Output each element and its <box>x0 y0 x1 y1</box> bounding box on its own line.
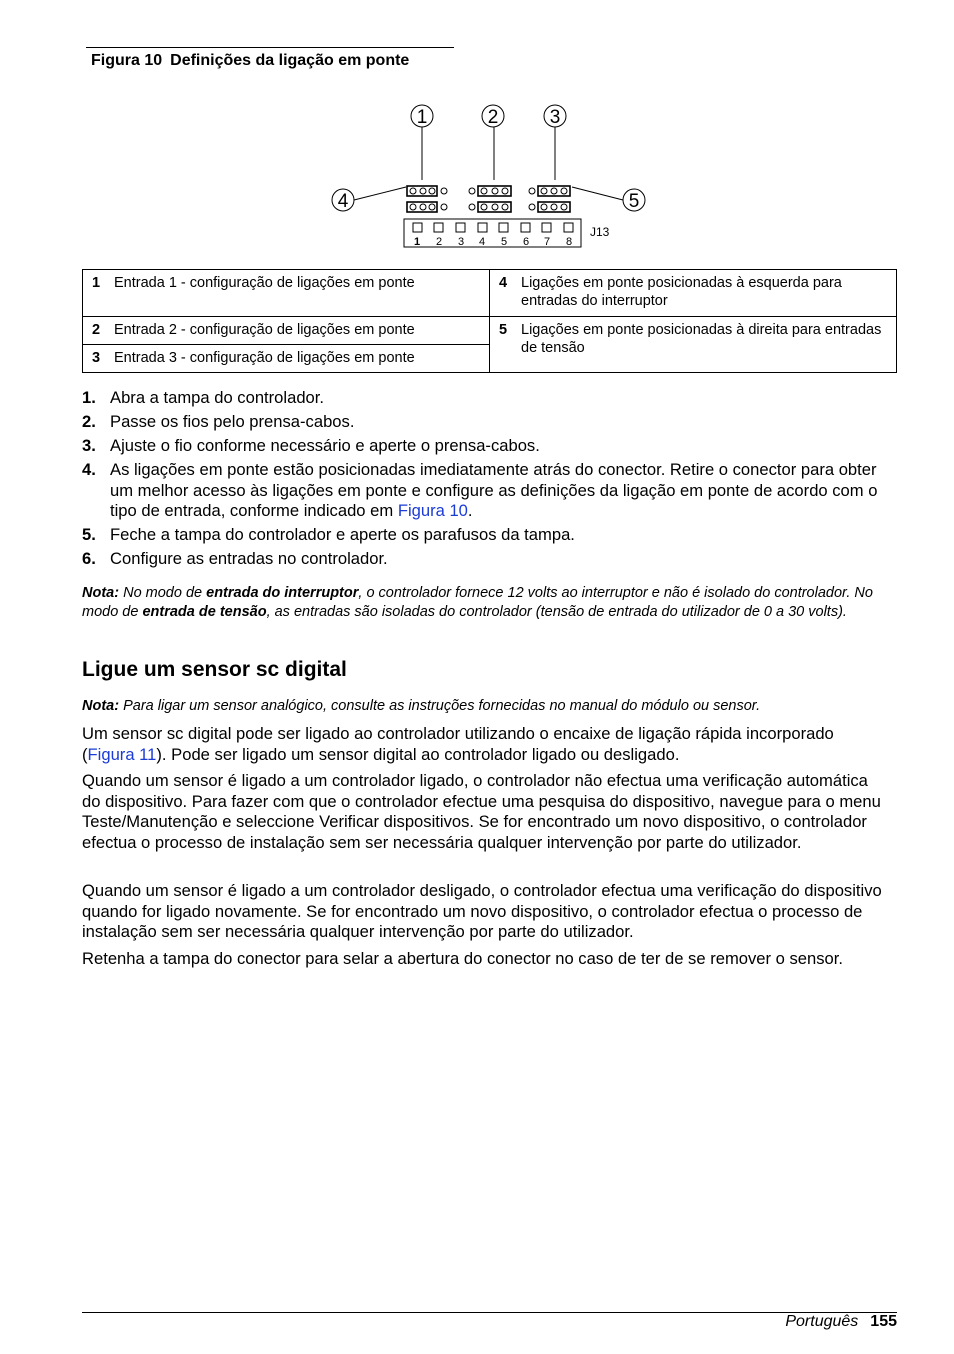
legend-text: Entrada 1 - configuração de ligações em ponte <box>114 275 415 291</box>
legend-number: 4 <box>499 275 508 291</box>
step-text: Passe os fios pelo prensa-cabos. <box>110 412 355 431</box>
footer-rule <box>82 1312 897 1313</box>
note-label: Nota: <box>82 698 120 714</box>
pin-3-label: 3 <box>457 236 465 248</box>
pin-5-label: 5 <box>500 236 508 248</box>
note-analog-sensor <box>82 697 882 716</box>
legend-cell <box>83 270 490 317</box>
figure-11-link[interactable]: Figura 11 <box>87 744 157 764</box>
connector-label: J13 <box>590 225 610 239</box>
paragraph <box>82 724 882 765</box>
step-text: Ajuste o fio conforme necessário e aperte o prensa-cabos. <box>110 436 540 455</box>
step-text: Configure as entradas no controlador. <box>110 549 388 568</box>
figure-top-rule <box>86 47 454 48</box>
jumper-1-top <box>407 186 437 196</box>
legend-number: 3 <box>92 350 101 366</box>
note-text: , as entradas são isoladas do controlador (tensão de entrada do utilizador de 0 a 30 volts). <box>266 603 847 620</box>
callout-1-label: 1 <box>416 107 428 128</box>
step-number: 5. <box>82 525 96 544</box>
page-number: 155 <box>870 1313 897 1330</box>
figure-title: Definições da ligação em ponte <box>170 52 410 69</box>
callout-4-label: 4 <box>337 191 349 212</box>
list-item <box>82 412 882 433</box>
page-footer <box>785 1313 897 1331</box>
step-number: 6. <box>82 549 96 568</box>
section-heading: Ligue um sensor sc digital <box>82 658 347 681</box>
pin-6-label: 6 <box>522 236 530 248</box>
pin-1-label: 1 <box>413 236 421 248</box>
jumper-2-top <box>478 186 511 196</box>
pin-8-label: 8 <box>565 236 573 248</box>
legend-number: 2 <box>92 322 101 338</box>
step-text-end: . <box>467 501 473 520</box>
step-text: As ligações em ponte estão posicionadas imediatamente atrás do conector. Retire o conector para obter um melhor acesso às ligações em ponte e configure as definições da ligação em ponte de acordo com o tipo de entrada, conforme indicado em <box>110 460 878 520</box>
step-number: 1. <box>82 388 96 407</box>
legend-number: 1 <box>92 275 101 291</box>
list-item <box>82 436 882 457</box>
legend-number: 5 <box>499 322 508 338</box>
footer-language: Português <box>785 1313 859 1330</box>
paragraph-text: ). Pode ser ligado um sensor digital ao controlador ligado ou desligado. <box>156 744 680 764</box>
jumper-1-bottom <box>407 202 437 212</box>
pin-4-label: 4 <box>478 236 486 248</box>
connector-j13-body <box>404 219 581 247</box>
legend-cell <box>83 317 490 345</box>
legend-text: Entrada 2 - configuração de ligações em ponte <box>114 322 415 338</box>
figure-caption <box>91 52 409 70</box>
paragraph-text: Um sensor sc digital pode ser ligado ao controlador utilizando o encaixe de ligação rápida incorporado ( <box>82 724 834 764</box>
legend-cell <box>490 317 897 373</box>
callout-5-label: 5 <box>628 191 640 212</box>
pin-2-label: 2 <box>435 236 443 248</box>
procedure-steps <box>82 388 882 573</box>
jumper-2-bottom <box>478 202 511 212</box>
figure-10-link[interactable]: Figura 10 <box>397 501 468 520</box>
list-item <box>82 525 882 546</box>
callout-2-label: 2 <box>487 107 499 128</box>
figure-legend-table <box>82 269 897 373</box>
figure-number: Figura 10 <box>91 52 163 69</box>
step-text: Feche a tampa do controlador e aperte os parafusos da tampa. <box>110 525 575 544</box>
note-text: No modo de <box>119 585 207 601</box>
note-text: Para ligar um sensor analógico, consulte as instruções fornecidas no manual do módulo ou sensor. <box>119 698 761 714</box>
legend-text: Ligações em ponte posicionadas à direita para entradas de tensão <box>521 322 882 356</box>
legend-cell <box>83 345 490 373</box>
list-item <box>82 549 882 570</box>
list-item <box>82 460 882 522</box>
callout-3-label: 3 <box>549 107 561 128</box>
note-text: , o controlador fornece 12 volts ao interruptor e não é isolado do controlador. No modo de <box>82 585 873 620</box>
pin-7-label: 7 <box>543 236 551 248</box>
paragraph: Retenha a tampa do conector para selar a abertura do conector no caso de ter de se remover o sensor. <box>82 949 843 968</box>
note-input-modes <box>82 584 882 621</box>
paragraph: Quando um sensor é ligado a um controlador desligado, o controlador efectua uma verificação do dispositivo quando for ligado novamente. Se for encontrado um novo dispositivo, o controlador efectua o processo de instalação sem ser necessária qualquer intervenção por parte do utilizador. <box>82 881 882 941</box>
legend-cell <box>490 270 897 317</box>
step-text: Abra a tampa do controlador. <box>110 388 325 407</box>
step-number: 2. <box>82 412 96 431</box>
jumper-diagram <box>320 95 660 255</box>
note-label: Nota: <box>82 585 120 601</box>
paragraph: Quando um sensor é ligado a um controlador ligado, o controlador não efectua uma verificação automática do dispositivo. Para fazer com que o controlador efectue uma pesquisa do dispositivo, navegue para o menu Teste/Manutenção e seleccione Verificar dispositivos. Se for encontrado um novo dispositivo, o controlador efectua o processo de instalação sem ser necessária qualquer intervenção por parte do utilizador. <box>82 771 881 852</box>
legend-text: Ligações em ponte posicionadas à esquerda para entradas do interruptor <box>521 275 842 309</box>
step-number: 3. <box>82 436 96 455</box>
note-bold-term: entrada de tensão <box>142 603 267 620</box>
legend-text: Entrada 3 - configuração de ligações em ponte <box>114 350 415 366</box>
list-item <box>82 388 882 409</box>
step-number: 4. <box>82 460 96 479</box>
note-bold-term: entrada do interruptor <box>206 585 359 601</box>
